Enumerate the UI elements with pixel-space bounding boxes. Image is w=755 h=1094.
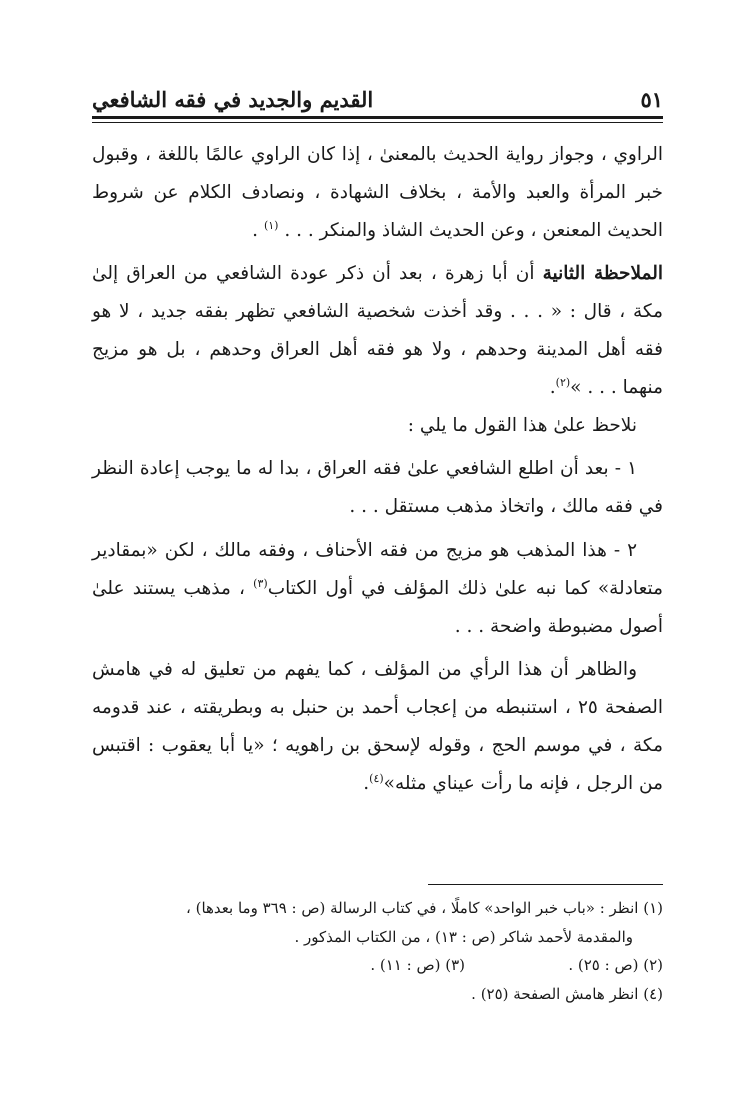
header-rule-thick [92, 116, 663, 119]
footnote-ref-3: (٣) [253, 576, 268, 590]
paragraph-4: ١ - بعد أن اطلع الشافعي علىٰ فقه العراق ، بدا له ما يوجب إعادة النظر في فقه مالك ، واتخاذ مذهب مستقل . . . [92, 458, 663, 518]
footnote-1-continuation: والمقدمة لأحمد شاكر (ص : ١٣) ، من الكتاب المذكور . [294, 927, 633, 946]
footnote-separator [428, 884, 663, 885]
footnote-4: (٤) انظر هامش الصفحة (٢٥) . [471, 984, 663, 1003]
body-text [92, 136, 663, 803]
footnotes [92, 894, 663, 1008]
header-rule-thin [92, 122, 663, 123]
footnote-2: (٢) (ص : ٢٥) . [568, 956, 663, 974]
footnote-ref-4: (٤) [369, 771, 384, 785]
paragraph-1: الراوي ، وجواز رواية الحديث بالمعنىٰ ، إذا كان الراوي عالمًا باللغة ، وقبول خبر المرأة والعبد والأمة ، بخلاف الشهادة ، ونصادف الكلام عن شروط الحديث المعنعن ، وعن الحديث الشاذ والمنكر . . . $^{(١)}$ . [92, 144, 663, 241]
page-header [92, 68, 663, 112]
footnote-ref-1: (١) [263, 218, 279, 232]
section-heading: الملاحظة الثانية [542, 263, 663, 285]
paragraph-6: والظاهر أن هذا الرأي من المؤلف ، كما يفهم من تعليق له في هامش الصفحة ٢٥ ، استنبطه من إعجاب أحمد بن حنبل به وبطريقته ، عند قدومه مكة ، في موسم الحج ، وقوله لإسحق بن راهويه ؛ «يا أبا يعقوب : اقتبس من الرجل ، فإنه ما رأت عيناي مثله»$^{(٤)}$. [92, 659, 664, 794]
paragraph-5: ٢ - هذا المذهب هو مزيج من فقه الأحناف ، وفقه مالك ، لكن «بمقادير متعادلة» كما نبه علىٰ ذلك المؤلف في أول الكتاب$^{(٣)}$ ، مذهب يستند علىٰ أصول مضبوطة واضحة . . . [92, 539, 663, 637]
paragraph-3: نلاحظ علىٰ هذا القول ما يلي : [407, 414, 637, 436]
footnote-3: (٣) (ص : ١١) . [370, 956, 465, 974]
footnote-1: (١) انظر : «باب خبر الواحد» كاملًا ، في كتاب الرسالة (ص : ٣٦٩ وما بعدها) ، [185, 899, 663, 917]
page-number: ٥١ [640, 87, 663, 112]
footnote-row [92, 951, 663, 980]
running-title: القديم والجديد في فقه الشافعي [92, 87, 374, 112]
footnote-ref-2: (٢) [555, 375, 571, 389]
paragraph-2: الملاحظة الثانية أن أبا زهرة ، بعد أن ذكر عودة الشافعي من العراق إلىٰ مكة ، قال : « . . . وقد أخذت شخصية الشافعي تظهر بفقه جديد ، لا هو فقه أهل المدينة وحدهم ، ولا هو فقه أهل العراق وحدهم ، بل هو مزيج منهما . . . »$^{(٢)}$. [92, 263, 663, 398]
